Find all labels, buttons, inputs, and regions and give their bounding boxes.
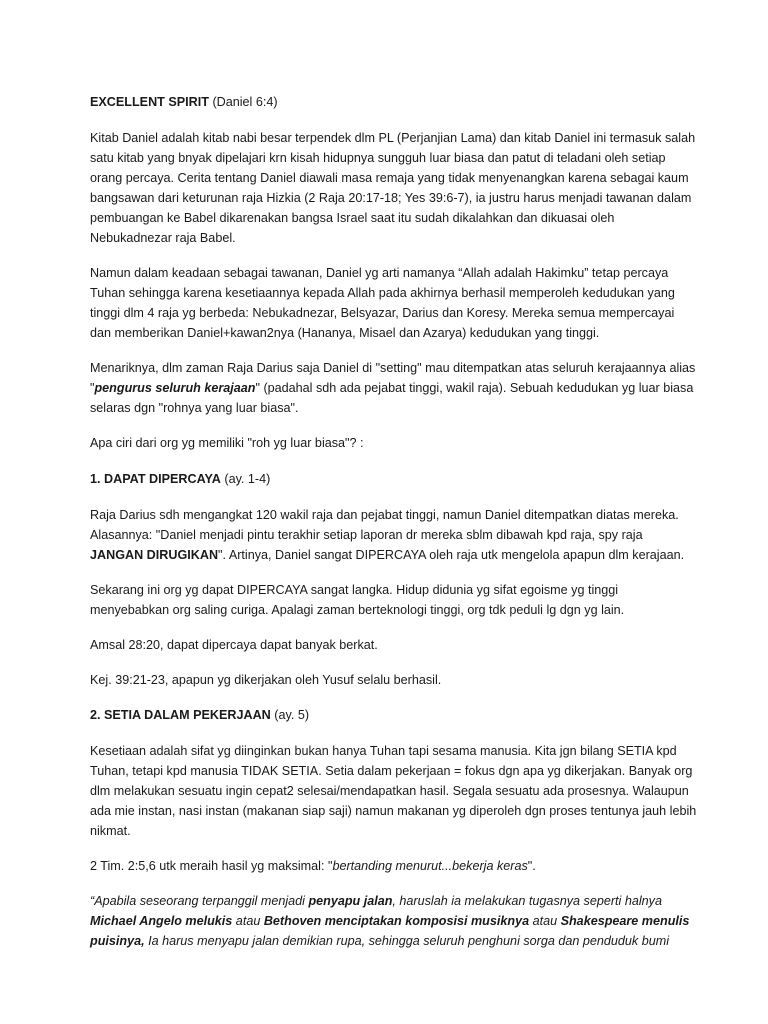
paragraph-faithful: Kesetiaan adalah sifat yg diinginkan bukan hanya Tuhan tapi sesama manusia. Kita jgn bilang SETIA kpd Tuhan, tetapi kpd manusia TIDAK SETIA. Setia dalam pekerjaan = fokus dgn apa yg dikerjakan. Banyak org dlm melakukan sesuatu ingin cepat2 selesai/mendapatkan hasil. Segala sesuatu ada prosesnya. Walaupun ada mie instan, nasi instan (makanan siap saji) namun makanan yg diperoleh dgn proses tentunya jauh lebih nikmat. bbox=[90, 744, 697, 838]
quote-part-a: “Apabila seseorang terpanggil menjadi bbox=[90, 894, 309, 908]
section-heading-1-title: 1. DAPAT DIPERCAYA bbox=[90, 472, 221, 486]
paragraph-trust-part-a: Raja Darius sdh mengangkat 120 wakil raja dan pejabat tinggi, namun Daniel ditempatkan diatas mereka. Alasannya: "Daniel menjadi pintu terakhir setiap laporan dr mereka sblm dibawah kpd raja, spy raja bbox=[90, 508, 679, 542]
document-title bbox=[90, 92, 698, 112]
paragraph-darius-part-c: " (padahal sdh ada pejabat tinggi, wakil raja). Sebuah kedudukan yg luar biasa selaras dgn "rohnya yang luar biasa". bbox=[90, 381, 694, 415]
verse-kejadian: Kej. 39:21-23, apapun yg dikerjakan oleh Yusuf selalu berhasil. bbox=[90, 673, 442, 687]
paragraph-trust-emphasis: JANGAN DIRUGIKAN bbox=[90, 548, 219, 562]
paragraph-trust bbox=[90, 505, 698, 565]
paragraph-trust-part-c: ". Artinya, Daniel sangat DIPERCAYA oleh raja utk mengelola apapun dlm kerajaan. bbox=[218, 548, 685, 562]
paragraph-darius-emphasis: pengurus seluruh kerajaan bbox=[94, 381, 256, 395]
paragraph-darius-part-a: Menariknya, dlm zaman Raja Darius saja Daniel di "setting" mau ditempatkan atas seluruh kerajaannya alias " bbox=[90, 361, 696, 395]
section-heading-1 bbox=[90, 469, 698, 489]
quote-part-i: Ia harus menyapu jalan demikian rupa, sehingga seluruh penghuni sorga dan penduduk bumi bbox=[144, 934, 669, 948]
verse-timotius-quote: bertanding menurut...bekerja keras bbox=[332, 859, 528, 873]
section-heading-1-reference: (ay. 1-4) bbox=[220, 472, 271, 486]
title-main: EXCELLENT SPIRIT bbox=[90, 95, 209, 109]
quote-emphasis-michael: Michael Angelo melukis bbox=[90, 914, 233, 928]
verse-amsal: Amsal 28:20, dapat dipercaya dapat banyak berkat. bbox=[90, 638, 378, 652]
quote-part-g: atau bbox=[529, 914, 561, 928]
verse-timotius-part-c: ". bbox=[527, 859, 536, 873]
section-heading-2 bbox=[90, 705, 698, 725]
quote-part-e: atau bbox=[232, 914, 264, 928]
quote-part-c: , haruslah ia melakukan tugasnya seperti halnya bbox=[392, 894, 662, 908]
verse-timotius bbox=[90, 856, 698, 876]
quote-paragraph bbox=[90, 891, 698, 951]
section-heading-2-reference: (ay. 5) bbox=[270, 708, 310, 722]
verse-timotius-part-a: 2 Tim. 2:5,6 utk meraih hasil yg maksimal: " bbox=[90, 859, 333, 873]
paragraph-darius bbox=[90, 358, 698, 418]
quote-emphasis-shakespeare: Shakespeare menulis puisinya, bbox=[90, 914, 690, 948]
section-heading-2-title: 2. SETIA DALAM PEKERJAAN bbox=[90, 708, 271, 722]
paragraph-captive: Namun dalam keadaan sebagai tawanan, Daniel yg arti namanya “Allah adalah Hakimku” tetap percaya Tuhan sehingga karena kesetiaannya kepada Allah pada akhirnya berhasil memperoleh kedudukan yang tinggi dlm 4 raja yg berbeda: Nebukadnezar, Belsyazar, Darius dan Koresy. Mereka semua mempercayai dan memberikan Daniel+kawan2nya (Hananya, Misael dan Azarya) kedudukan yang tinggi. bbox=[90, 266, 675, 340]
quote-emphasis-bethoven: Bethoven menciptakan komposisi musiknya bbox=[263, 914, 530, 928]
question-line: Apa ciri dari org yg memiliki "roh yg luar biasa"? : bbox=[90, 436, 364, 450]
title-reference: (Daniel 6:4) bbox=[208, 95, 278, 109]
quote-emphasis-penyapu: penyapu jalan bbox=[308, 894, 393, 908]
paragraph-rare-trust: Sekarang ini org yg dapat DIPERCAYA sangat langka. Hidup didunia yg sifat egoisme yg tinggi menyebabkan org saling curiga. Apalagi zaman berteknologi tinggi, org tdk peduli lg dgn yg lain. bbox=[90, 583, 625, 617]
paragraph-intro: Kitab Daniel adalah kitab nabi besar terpendek dlm PL (Perjanjian Lama) dan kitab Daniel ini termasuk salah satu kitab yang bnyak dipelajari krn kisah hidupnya sungguh luar biasa dan patut di teladani oleh setiap orang percaya. Cerita tentang Daniel diawali masa remaja yang tidak menyenangkan karena sebagai kaum bangsawan dari keturunan raja Hizkia (2 Raja 20:17-18; Yes 39:6-7), ia justru harus menjadi tawanan dalam pembuangan ke Babel dikarenakan bangsa Israel saat itu sudah dikalahkan dan dikuasai oleh Nebukadnezar raja Babel. bbox=[90, 131, 696, 245]
